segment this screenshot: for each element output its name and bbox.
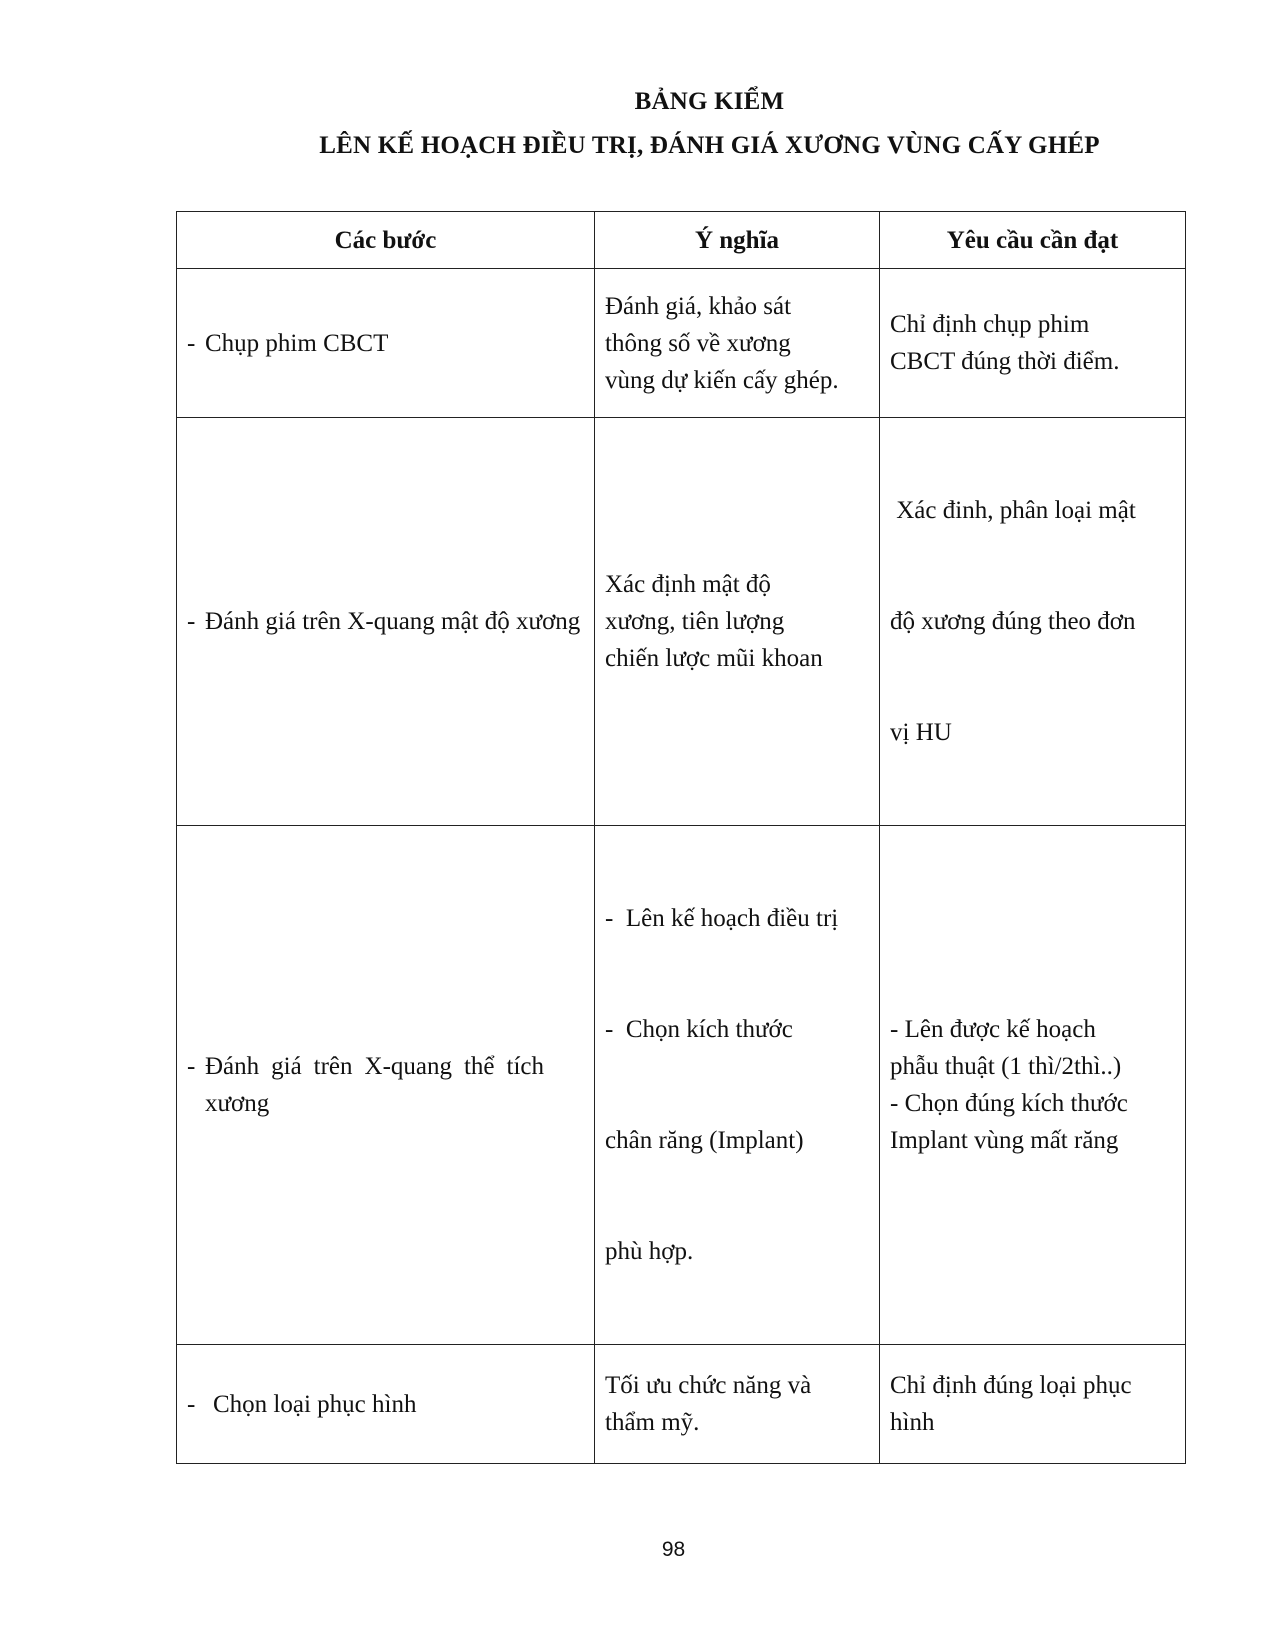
step-dash: - — [187, 329, 196, 357]
step-dash: - — [187, 608, 196, 635]
requirement-line: CBCT đúng thời điểm. — [890, 348, 1120, 375]
step-dash: - — [187, 1390, 196, 1418]
meaning-line: thông số về xương — [605, 329, 791, 357]
meaning-line: - Chọn kích thước — [605, 1016, 793, 1043]
requirement-line: vị HU — [890, 719, 952, 746]
meaning-line: xương, tiên lượng — [605, 608, 785, 635]
meaning-line: thẩm mỹ. — [605, 1409, 700, 1436]
requirement-cell — [880, 269, 1186, 418]
step-text: Chọn loại phục hình — [213, 1390, 417, 1418]
requirement-line: Implant vùng mất răng — [890, 1127, 1119, 1154]
requirement-line: Chỉ định chụp phim — [890, 311, 1090, 338]
document-title: BẢNG KIỂM — [634, 88, 785, 115]
requirement-line: hình — [890, 1409, 935, 1436]
requirement-cell — [880, 826, 1186, 1345]
requirement-line: - Lên được kế hoạch — [890, 1016, 1096, 1043]
meaning-line: chân răng (Implant) — [605, 1127, 804, 1154]
meaning-line: Xác định mật độ — [605, 571, 771, 598]
column-header-requirement: Yêu cầu cần đạt — [880, 212, 1186, 269]
column-header-steps: Các bước — [177, 212, 595, 269]
requirement-line: độ xương đúng theo đơn — [890, 608, 1136, 635]
meaning-line: chiến lược mũi khoan — [605, 645, 823, 672]
meaning-line: Tối ưu chức năng và — [605, 1372, 812, 1399]
requirement-line: phẫu thuật (1 thì/2thì..) — [890, 1053, 1122, 1080]
page-number: 98 — [661, 1538, 686, 1561]
requirement-line: Xác đinh, phân loại mật — [890, 497, 1136, 524]
meaning-cell — [595, 418, 880, 826]
step-cell — [177, 418, 595, 826]
requirement-cell — [880, 418, 1186, 826]
meaning-line: Đánh giá, khảo sát — [605, 292, 792, 320]
meaning-cell — [595, 1345, 880, 1464]
requirement-line: Chỉ định đúng loại phục — [890, 1372, 1132, 1399]
step-dash: - — [187, 1053, 196, 1080]
step-text: Chụp phim CBCT — [205, 329, 389, 357]
requirement-line: - Chọn đúng kích thước — [890, 1090, 1128, 1117]
column-header-meaning: Ý nghĩa — [595, 212, 880, 269]
checklist-table — [176, 211, 1186, 1464]
meaning-line: phù hợp. — [605, 1238, 694, 1265]
step-cell — [177, 826, 595, 1345]
meaning-line: vùng dự kiến cấy ghép. — [605, 366, 839, 394]
step-cell — [177, 269, 595, 418]
table-row — [177, 1345, 1186, 1464]
requirement-cell — [880, 1345, 1186, 1464]
table-row — [177, 418, 1186, 826]
step-cell — [177, 1345, 595, 1464]
table-row — [177, 269, 1186, 418]
step-text: Đánh giá trên X-quang mật độ xương — [205, 608, 581, 635]
meaning-line: - Lên kế hoạch điều trị — [605, 905, 839, 932]
document-subtitle: LÊN KẾ HOẠCH ĐIỀU TRỊ, ĐÁNH GIÁ XƯƠNG VÙNG CẤY GHÉP — [319, 132, 1100, 159]
meaning-cell — [595, 826, 880, 1345]
meaning-cell — [595, 269, 880, 418]
table-row — [177, 826, 1186, 1345]
table-header-row — [177, 212, 1186, 269]
step-text: Đánh giá trên X-quang thể tích xương — [205, 1053, 544, 1117]
